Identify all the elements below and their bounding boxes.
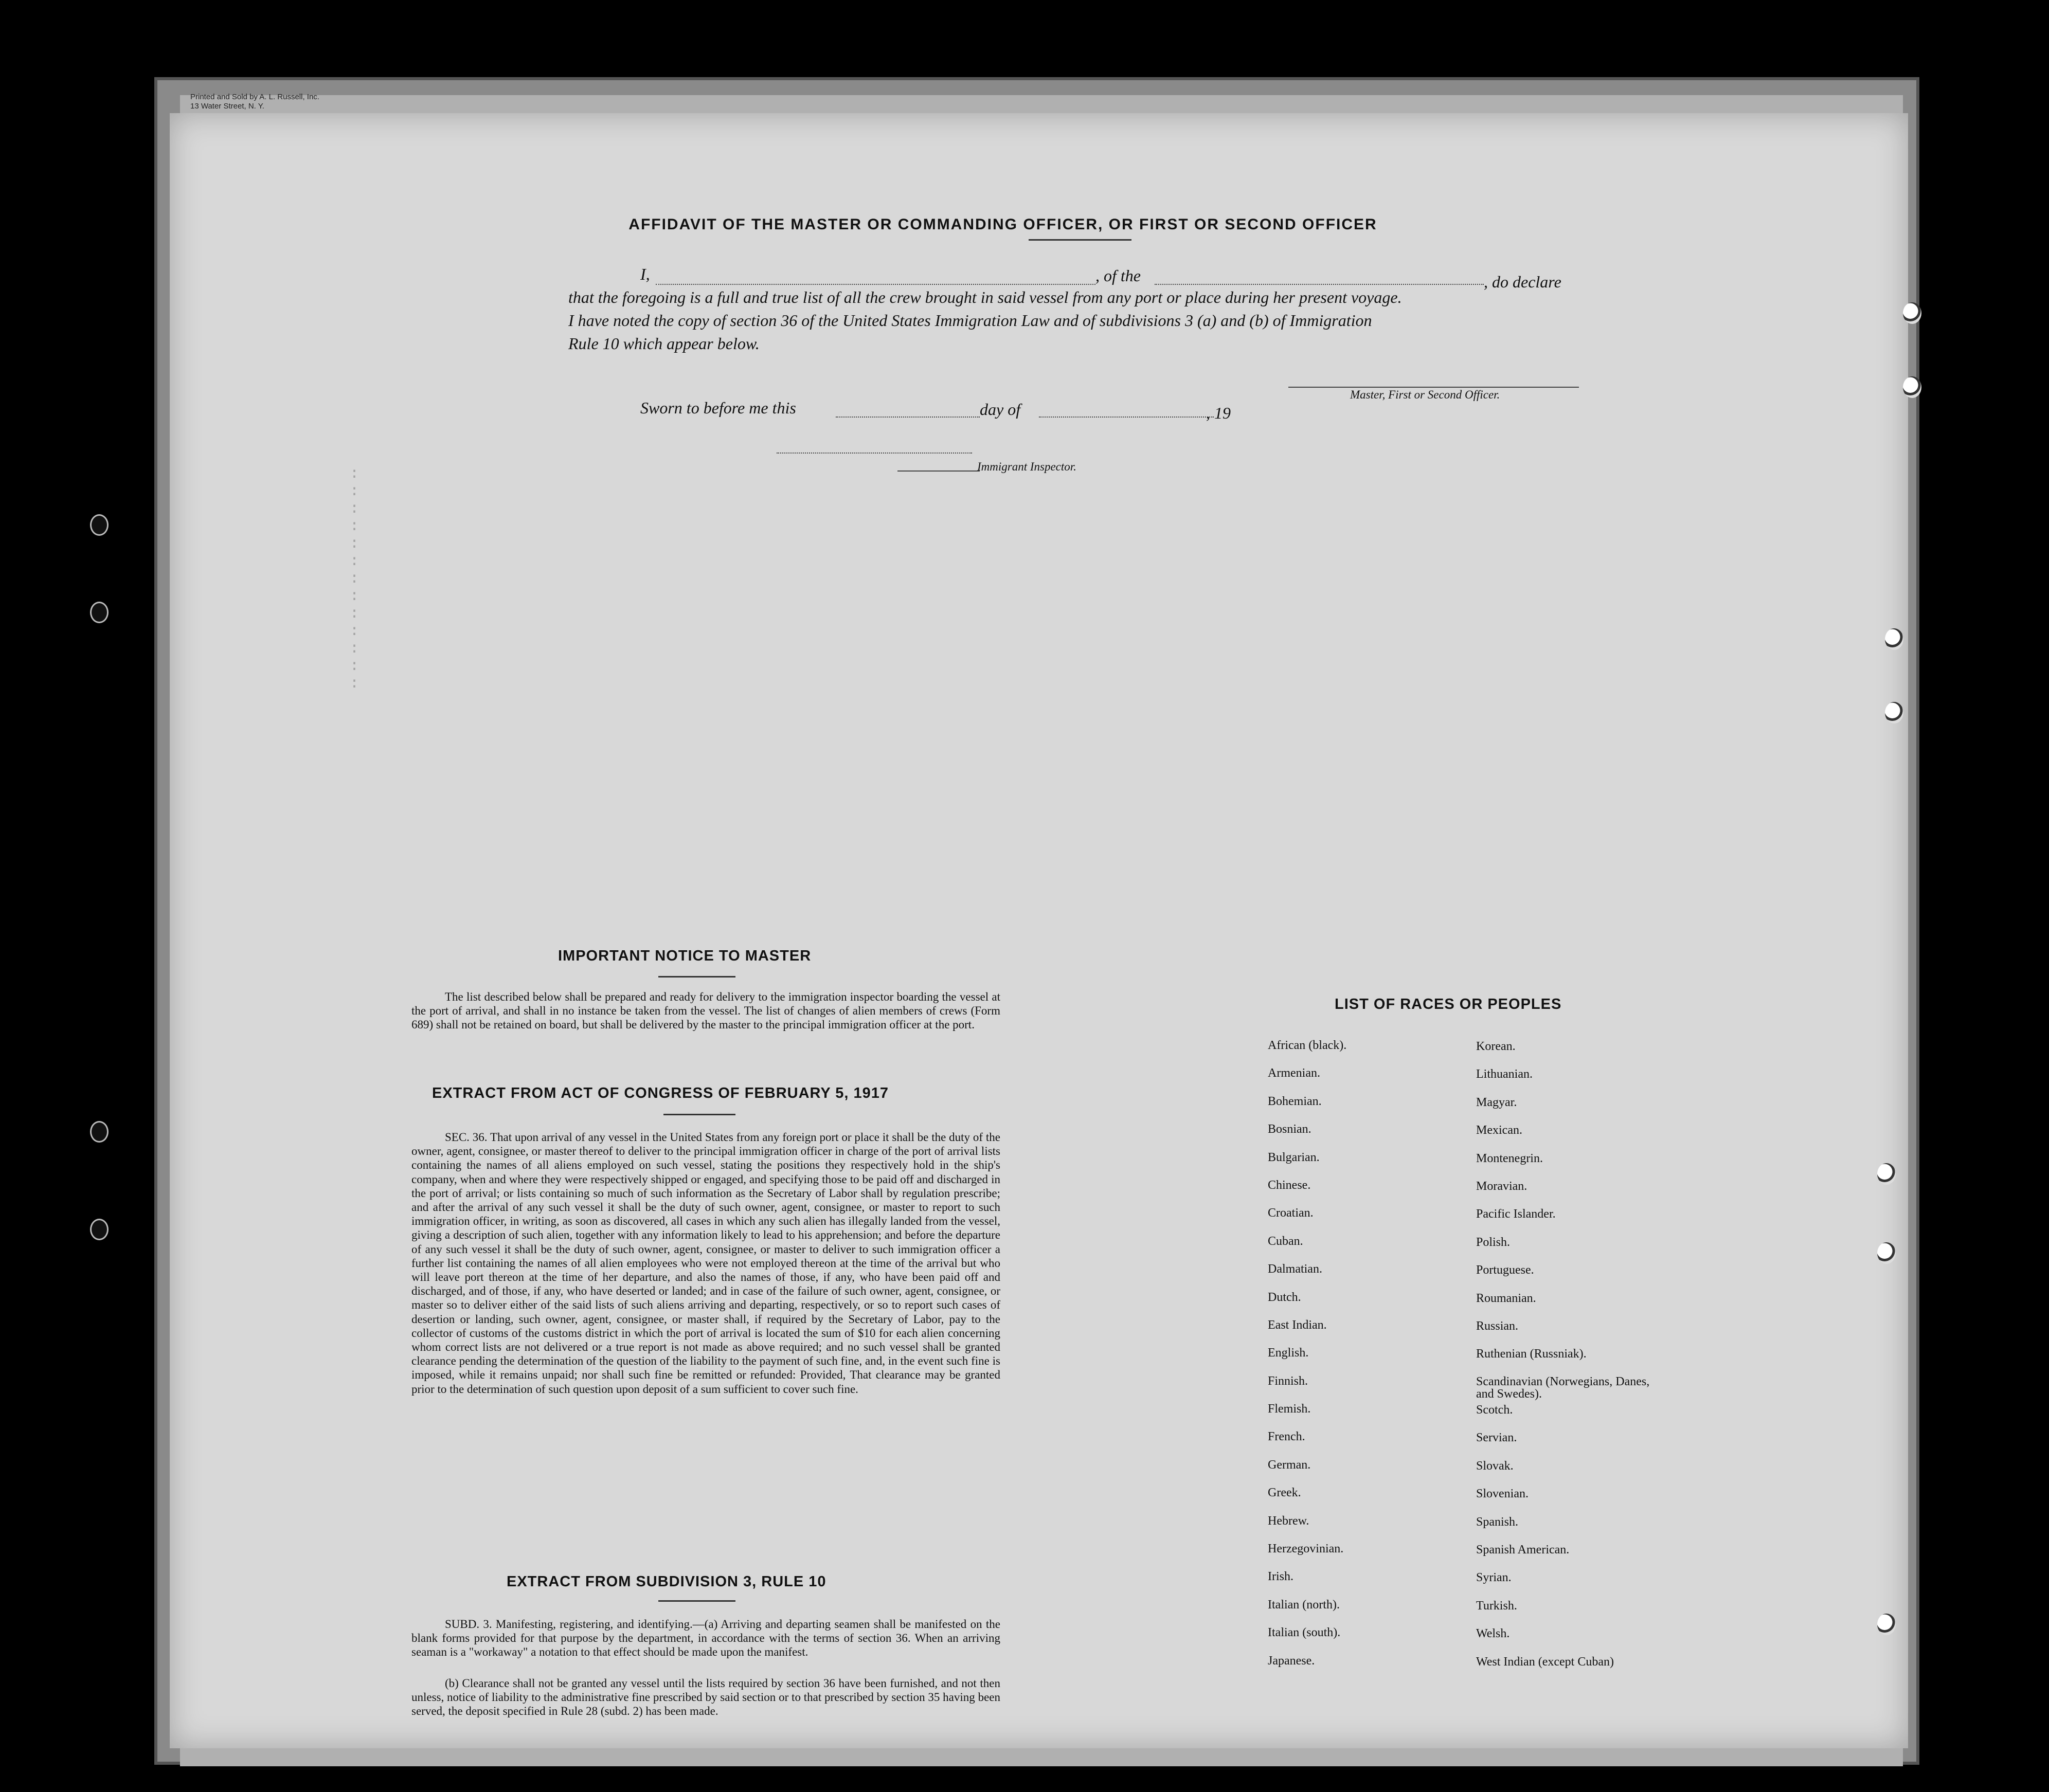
race-item: Spanish.	[1476, 1515, 1519, 1529]
binder-ring	[1885, 628, 1903, 650]
race-item: Herzegovinian.	[1268, 1542, 1344, 1556]
binder-ring	[1903, 376, 1921, 398]
act-text: SEC. 36. That upon arrival of any vessel in the United States from any foreign port or place it shall be the duty of the owner, agent, consignee, or master thereof to deliver to the principal immigration officer in charge of the port of arrival lists containing the names of all aliens employed on such vessel, stating the positions they respectively hold in the ship's company, when and where they were respectively shipped or engaged, and specifying those to be paid off and discharged in the port of arrival; or lists containing so much of such information as the Secretary of Labor shall by regulation prescribe; and after the arrival of any such vessel it shall be the duty of such owner, agent, consignee, or master to report to such immigration officer, in writing, as soon as discovered, all cases in which any such alien has illegally landed from the vessel, giving a description of such alien, together with any information likely to lead to his apprehension; and before the departure of any such vessel it shall be the duty of such owner, agent, consignee, or master to deliver to such immigration officer a further list containing the names of all alien employees who were not employed thereon at the time of the arrival but who will leave port thereon at the time of her departure, and also the names of those, if any, who have been paid off and discharged, and of those, if any, who have deserted or landed; and in case of the failure of such owner, agent, consignee, or master so to deliver either of the said lists of such aliens arriving and departing, respectively, or so to report such cases of desertion or landing, such owner, agent, consignee, or master shall, if required by the Secretary of Labor, pay to the collector of customs of the customs district in which the port of arrival is located the sum of $10 for each alien concerning whom correct lists are not delivered or a true report is not made as above required; and no such vessel shall be granted clearance pending the determination of the question of the liability to the payment of such fine, and, in the event such fine is imposed, while it remains unpaid; nor shall such fine be remitted or refunded: Provided, That clearance may be granted prior to the determination of such question upon deposit of a sum sufficient to cover such fine.	[411, 1131, 1000, 1396]
rule10-text-b: (b) Clearance shall not be granted any vessel until the lists required by section 36 have been furnished, and not then unless, notice of liability to the administrative fine prescribed by said section or to that prescribed by section 35 having been served, the deposit specified in Rule 28 (subd. 2) has been made.	[411, 1677, 1000, 1718]
races-title: LIST OF RACES OR PEOPLES	[1335, 996, 1562, 1012]
affidavit-text-3: Rule 10 which appear below.	[568, 334, 760, 353]
race-item: Dutch.	[1268, 1290, 1301, 1304]
race-item: West Indian (except Cuban)	[1476, 1655, 1614, 1669]
vessel-blank[interactable]	[1155, 284, 1484, 285]
race-item: Ruthenian (Russniak).	[1476, 1347, 1587, 1361]
race-item: Irish.	[1268, 1570, 1293, 1584]
affidavit-text-1: that the foregoing is a full and true list of all the crew brought in said vessel from any port or place during her present voyage.	[568, 288, 1402, 306]
inspector-signature-line[interactable]	[777, 452, 972, 454]
punch-hole	[90, 1219, 109, 1240]
race-item: Servian.	[1476, 1431, 1517, 1445]
race-item: Slovak.	[1476, 1459, 1514, 1473]
rule10-text-a: SUBD. 3. Manifesting, registering, and identifying.—(a) Arriving and departing seamen shall be manifested on the blank forms provided for that purpose by the department, in accordance with the terms of section 36. When an arriving seaman is a "workaway" a notation to that effect should be made upon the manifest.	[411, 1618, 1000, 1659]
printer-line-2: 13 Water Street, N. Y.	[190, 102, 264, 111]
race-item: Bosnian.	[1268, 1123, 1311, 1136]
race-item: Bulgarian.	[1268, 1150, 1320, 1164]
race-item: Cuban.	[1268, 1234, 1303, 1248]
punch-hole	[90, 514, 109, 536]
race-item: French.	[1268, 1430, 1305, 1444]
master-label: Master, First or Second Officer.	[1350, 388, 1500, 401]
affidavit-declare-label: , do declare	[1484, 273, 1561, 291]
race-item: East Indian.	[1268, 1318, 1327, 1332]
race-item: Welsh.	[1476, 1627, 1510, 1641]
printer-imprint	[190, 93, 406, 111]
races-list-right	[1476, 1040, 1651, 1683]
affidavit-text-2: I have noted the copy of section 36 of the United States Immigration Law and of subdivisions 3 (a) and (b) of Immigration	[568, 311, 1372, 330]
race-item: Pacific Islander.	[1476, 1207, 1556, 1221]
binder-ring	[1903, 302, 1921, 324]
race-item: Montenegrin.	[1476, 1151, 1543, 1165]
race-item: Korean.	[1476, 1040, 1516, 1053]
race-item: Japanese.	[1268, 1654, 1315, 1668]
master-signature-line[interactable]	[1288, 387, 1579, 388]
race-item: Greek.	[1268, 1486, 1301, 1500]
race-item: Slovenian.	[1476, 1487, 1529, 1501]
rule10-rule	[658, 1600, 735, 1602]
race-item: Italian (north).	[1268, 1598, 1340, 1612]
race-item: English.	[1268, 1346, 1309, 1360]
race-item: Finnish.	[1268, 1374, 1308, 1388]
name-blank[interactable]	[656, 284, 1095, 285]
race-item: Polish.	[1476, 1235, 1511, 1249]
race-item: Portuguese.	[1476, 1263, 1534, 1277]
race-item: Roumanian.	[1476, 1291, 1536, 1305]
race-item: Scandinavian (Norwegians, Danes, and Swedes).	[1476, 1374, 1650, 1401]
affidavit-i-label: I,	[640, 265, 650, 283]
race-item: Spanish American.	[1476, 1543, 1570, 1557]
notice-text: The list described below shall be prepared and ready for delivery to the immigration inspector boarding the vessel at the port of arrival, and shall in no instance be taken from the vessel. The list of changes of alien members of crews (Form 689) shall not be retained on board, but shall be delivered by the master to the principal immigration officer at the port.	[411, 990, 1000, 1031]
race-item: Dalmatian.	[1268, 1262, 1322, 1276]
race-item: Hebrew.	[1268, 1514, 1309, 1528]
race-item: Italian (south).	[1268, 1626, 1341, 1640]
day-blank[interactable]	[836, 417, 980, 418]
inspector-signature-line-2[interactable]	[897, 470, 980, 472]
race-item: Croatian.	[1268, 1206, 1314, 1220]
race-item: Mexican.	[1476, 1124, 1522, 1137]
race-item: Flemish.	[1268, 1402, 1311, 1416]
day-of-label: day of	[980, 400, 1021, 419]
punch-hole	[90, 1121, 109, 1143]
binder-ring	[1877, 1242, 1896, 1264]
affidavit-of-the-label: , of the	[1095, 266, 1141, 285]
affidavit-title: AFFIDAVIT OF THE MASTER OR COMMANDING OFFICER, OR FIRST OR SECOND OFFICER	[628, 216, 1377, 233]
year-label: , 19	[1206, 404, 1231, 422]
race-item: Lithuanian.	[1476, 1067, 1533, 1081]
binder-ring	[1885, 702, 1903, 723]
race-item: Turkish.	[1476, 1599, 1517, 1613]
binder-ring	[1877, 1614, 1896, 1635]
race-item: Magyar.	[1476, 1095, 1517, 1109]
act-title: EXTRACT FROM ACT OF CONGRESS OF FEBRUARY 5, 1917	[432, 1085, 889, 1101]
binder-ring	[1877, 1163, 1896, 1185]
race-item: Russian.	[1476, 1319, 1519, 1333]
rule10-title: EXTRACT FROM SUBDIVISION 3, RULE 10	[507, 1573, 826, 1590]
race-item: Chinese.	[1268, 1178, 1311, 1192]
race-item: Scotch.	[1476, 1403, 1513, 1417]
month-blank[interactable]	[1039, 417, 1214, 418]
notice-rule	[658, 976, 735, 978]
race-item: Moravian.	[1476, 1179, 1527, 1193]
notice-title: IMPORTANT NOTICE TO MASTER	[558, 948, 812, 964]
inspector-label: Immigrant Inspector.	[977, 460, 1076, 473]
race-item: Bohemian.	[1268, 1094, 1322, 1108]
act-rule	[663, 1114, 735, 1115]
title-rule	[1029, 239, 1131, 241]
bleed-through-column-left: : : : : : : : : : : : : :	[350, 465, 360, 693]
race-item: Syrian.	[1476, 1571, 1512, 1585]
sworn-label: Sworn to before me this	[640, 399, 796, 417]
punch-hole	[90, 602, 109, 623]
races-list-left	[1268, 1039, 1346, 1682]
printer-line-1: Printed and Sold by A. L. Russell, Inc.	[190, 93, 319, 101]
race-item: Armenian.	[1268, 1066, 1320, 1080]
race-item: African (black).	[1268, 1039, 1347, 1052]
race-item: German.	[1268, 1458, 1311, 1472]
